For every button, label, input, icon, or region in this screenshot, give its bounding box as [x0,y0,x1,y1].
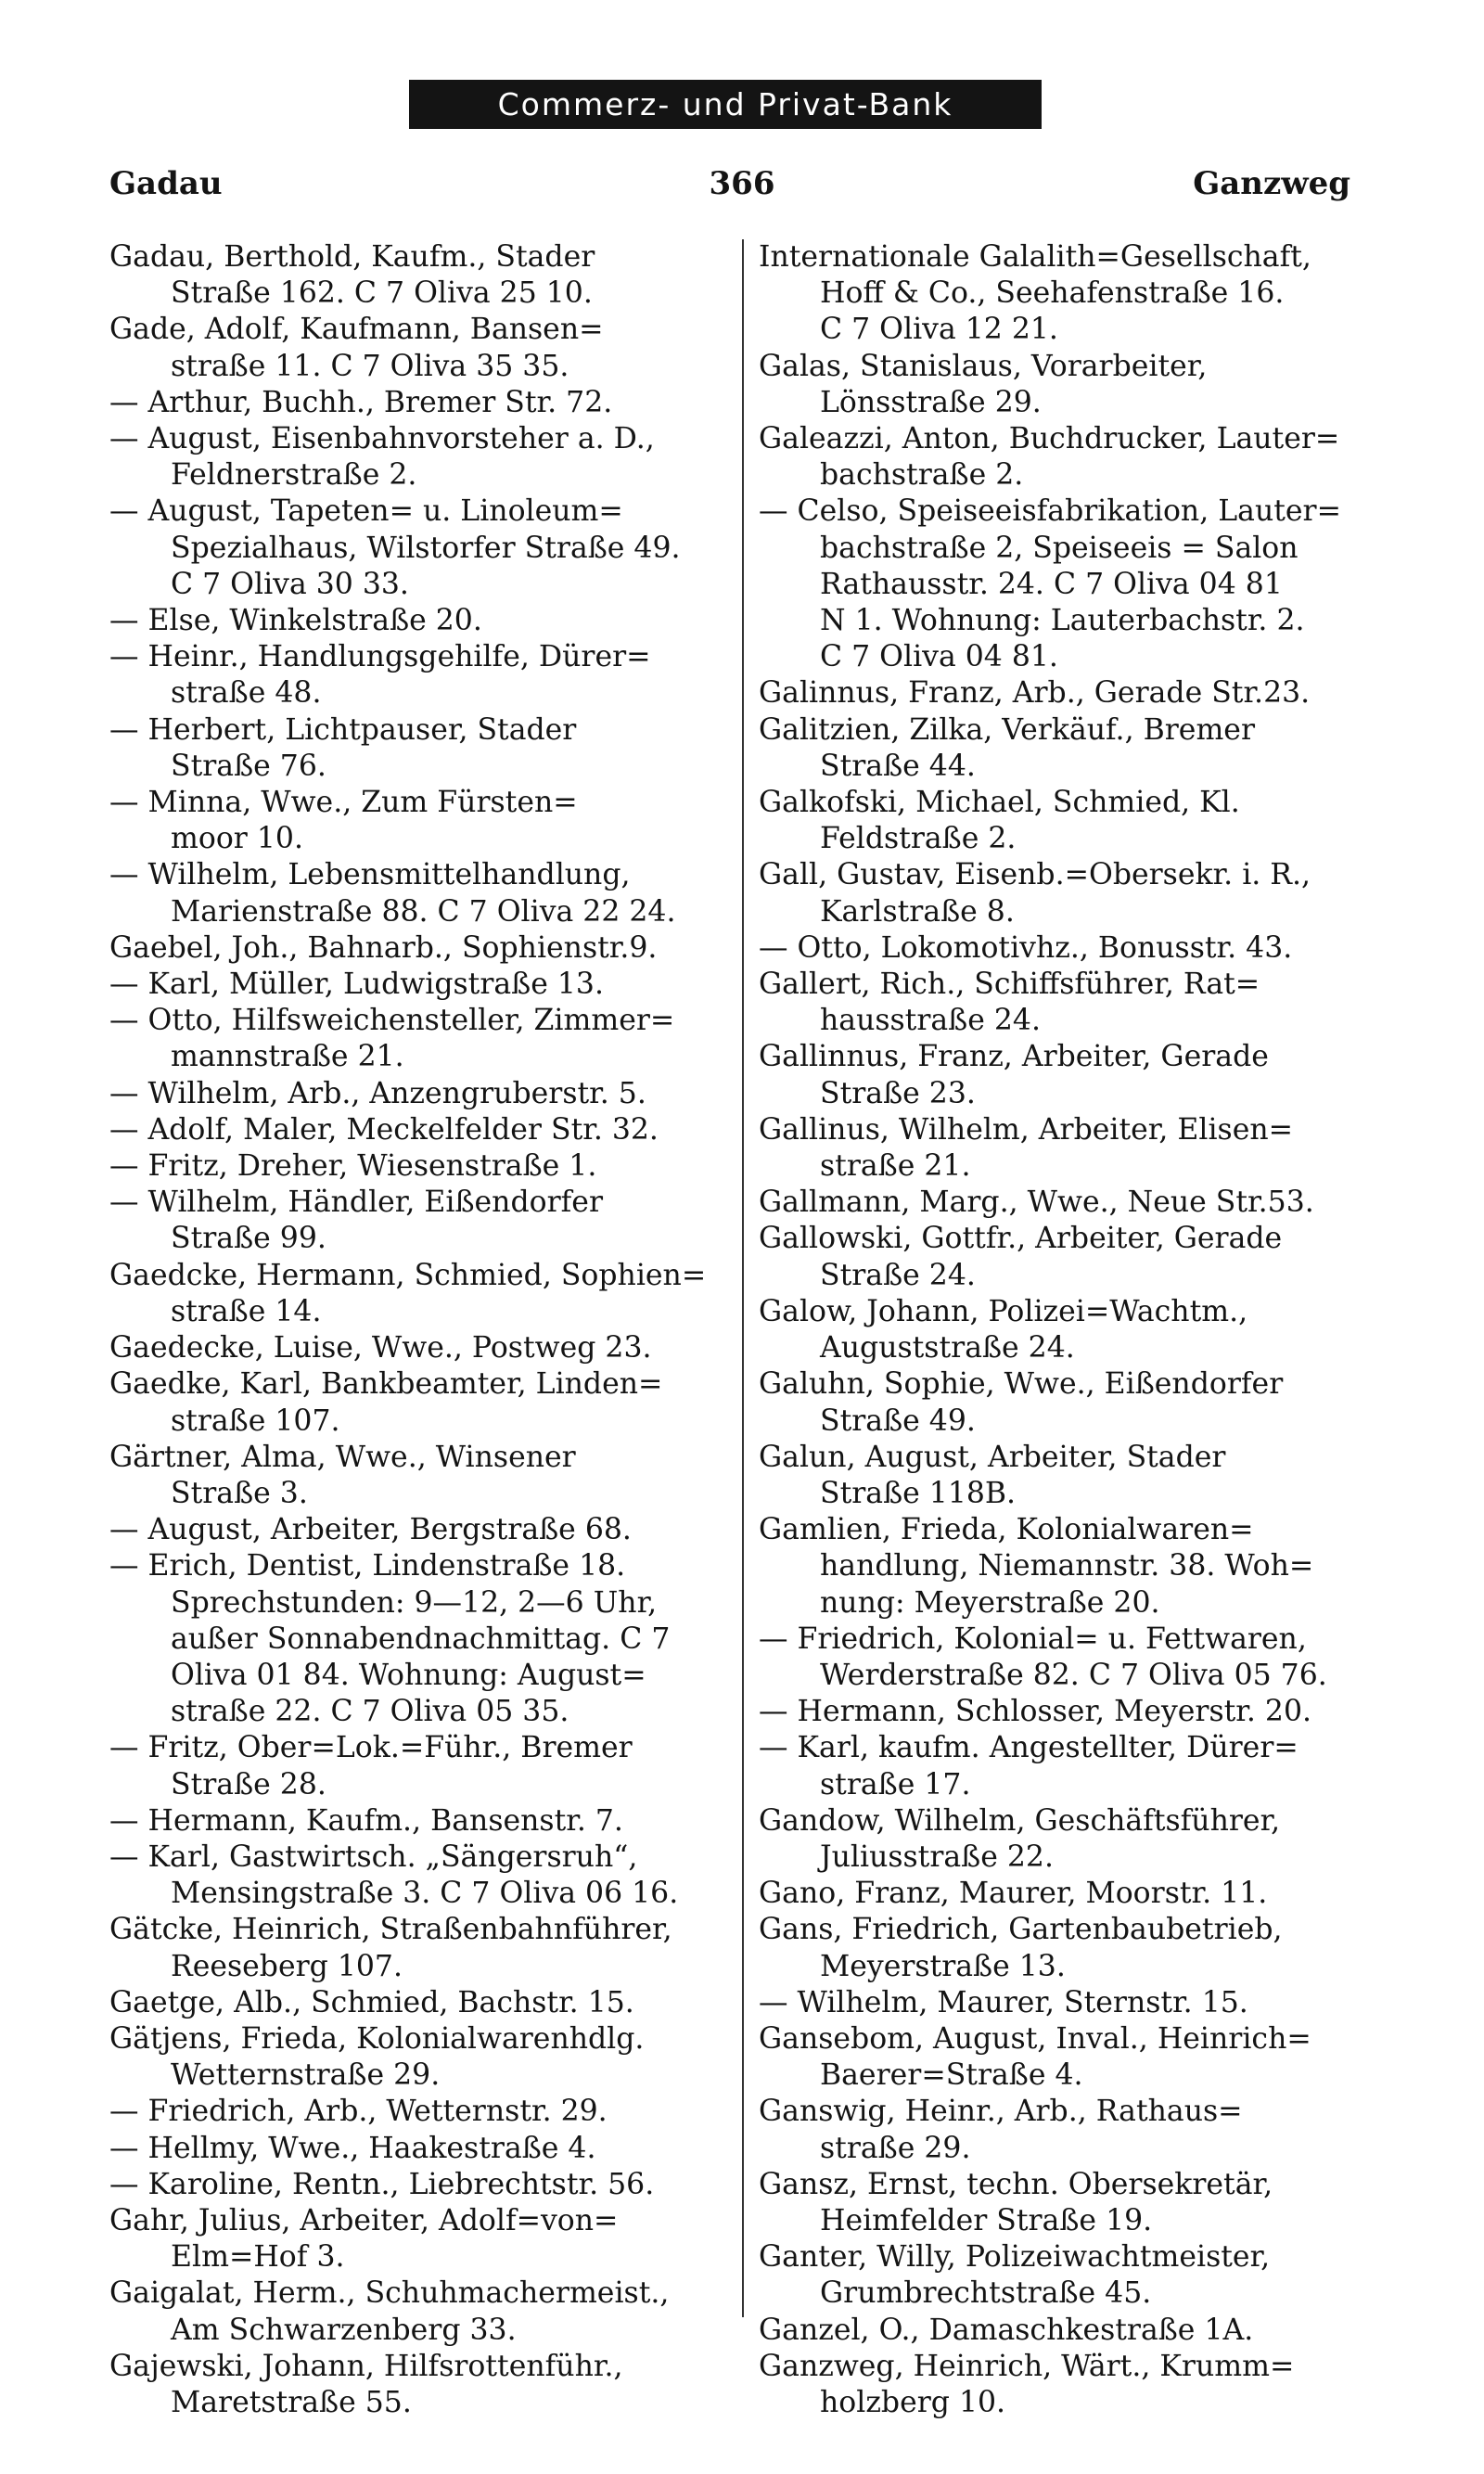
entry-line: — Wilhelm, Lebensmittelhandlung, [109,858,631,892]
entry-line: Gans, Friedrich, Gartenbaubetrieb, [759,1913,1283,1947]
entry-continuation-line: Karlstraße 8. [820,894,1015,929]
entry-continuation-line: straße 48. [171,676,322,711]
entry-continuation-line: bachstraße 2. [820,458,1024,493]
directory-entry [759,2239,1375,2312]
entry-continuation-line: Feldstraße 2. [820,822,1017,856]
directory-entry [109,1148,733,1185]
entry-continuation-line: Lönsstraße 29. [820,385,1042,419]
entry-line: — Wilhelm, Arb., Anzengruberstr. 5. [109,1076,646,1110]
directory-entry [109,857,733,929]
directory-entry [109,1076,733,1112]
entry-line: Gätcke, Heinrich, Straßenbahnführer, [109,1913,672,1947]
entry-line: Galas, Stanislaus, Vorarbeiter, [759,349,1208,383]
directory-entry [109,2167,733,2203]
entry-line: — Karl, Gastwirtsch. „Sängersruh“, [109,1839,638,1874]
entry-line: — Otto, Hilfsweichensteller, Zimmer= [109,1004,675,1038]
entry-line: Gall, Gustav, Eisenb.=Obersekr. i. R., [759,858,1311,892]
directory-entry [759,1185,1375,1221]
entry-continuation-line: Straße 76. [171,749,326,783]
directory-entry [109,1548,733,1730]
entry-continuation-line: hausstraße 24. [820,1004,1041,1038]
directory-entry [759,1730,1375,1802]
header-first-entry: Gadau [109,165,223,202]
entry-line: Gaedcke, Hermann, Schmied, Sophien= [109,1258,707,1292]
entry-line: — August, Tapeten= u. Linoleum= [109,494,623,529]
directory-entry [759,1876,1375,1912]
directory-entry [109,1330,733,1366]
entry-line: Internationale Galalith=Gesellschaft, [759,240,1311,274]
directory-entry [759,349,1375,421]
directory-entry [759,712,1375,785]
entry-line: Ganter, Willy, Polizeiwachtmeister, [759,2240,1271,2275]
entry-continuation-line: Straße 118B. [820,1476,1017,1510]
entry-continuation-line: handlung, Niemannstr. 38. Woh= [820,1549,1314,1583]
directory-entry [109,2094,733,2130]
entry-continuation-line: Spezialhaus, Wilstorfer Straße 49. [171,531,681,565]
entry-continuation-line: Juliusstraße 22. [820,1839,1054,1874]
entry-continuation-line: Auguststraße 24. [820,1331,1075,1365]
entry-continuation-line: straße 14. [171,1294,322,1328]
entry-continuation-line: Grumbrechtstraße 45. [820,2276,1152,2311]
directory-entry [759,421,1375,494]
entry-continuation-line: C 7 Oliva 30 33. [171,567,409,601]
entry-line: Gaedke, Karl, Bankbeamter, Linden= [109,1367,663,1402]
entry-continuation-line: bachstraße 2, Speiseeis = Salon [820,531,1298,565]
entry-continuation-line: Werderstraße 82. C 7 Oliva 05 76. [820,1658,1327,1692]
directory-entry [759,2167,1375,2239]
entry-line: Galuhn, Sophie, Wwe., Eißendorfer [759,1367,1284,1402]
entry-line: Ganswig, Heinr., Arb., Rathaus= [759,2095,1243,2129]
entry-line: Galeazzi, Anton, Buchdrucker, Lauter= [759,422,1340,456]
directory-entry [759,675,1375,711]
directory-entry [109,930,733,967]
directory-entry [759,1366,1375,1439]
directory-entry [109,967,733,1003]
directory-entry [109,421,733,494]
directory-entry [759,494,1375,675]
directory-entry [759,1221,1375,1293]
directory-entry [109,1112,733,1148]
entry-continuation-line: Baerer=Straße 4. [820,2058,1083,2093]
directory-entry [759,2349,1375,2421]
entry-continuation-line: nung: Meyerstraße 20. [820,1585,1160,1620]
directory-entry [109,1912,733,1984]
entry-line: Gallowski, Gottfr., Arbeiter, Gerade [759,1222,1283,1256]
entry-continuation-line: straße 11. C 7 Oliva 35 35. [171,349,569,383]
directory-entry [109,2349,733,2421]
bank-banner: Commerz- und Privat-Bank [409,80,1042,129]
directory-entry [759,1912,1375,1984]
entry-continuation-line: Straße 44. [820,749,976,783]
entry-continuation-line: straße 17. [820,1767,971,1801]
entry-continuation-line: Elm=Hof 3. [171,2240,345,2275]
entry-line: — August, Arbeiter, Bergstraße 68. [109,1513,632,1547]
entry-continuation-line: straße 21. [820,1149,971,1184]
entry-continuation-line: holzberg 10. [820,2385,1006,2419]
entry-line: — Arthur, Buchh., Bremer Str. 72. [109,385,613,419]
directory-entry [109,2021,733,2094]
directory-entry [759,239,1375,349]
directory-entry [109,1730,733,1802]
directory-entry [109,2203,733,2275]
entry-line: — August, Eisenbahnvorsteher a. D., [109,422,655,456]
entry-line: Gaebel, Joh., Bahnarb., Sophienstr.9. [109,930,658,965]
entry-line: — Karl, Müller, Ludwigstraße 13. [109,968,604,1002]
entry-line: — Hermann, Schlosser, Meyerstr. 20. [759,1695,1312,1729]
entry-line: Gansz, Ernst, techn. Obersekretär, [759,2167,1273,2201]
entry-continuation-line: Meyerstraße 13. [820,1949,1066,1983]
directory-entry [109,639,733,711]
entry-line: — Herbert, Lichtpauser, Stader [109,712,577,747]
entry-line: Gätjens, Frieda, Kolonialwarenhdlg. [109,2021,645,2056]
entry-line: Gaigalat, Herm., Schuhmachermeist., [109,2276,670,2311]
entry-continuation-line: Reeseberg 107. [171,1949,403,1983]
right-column [759,239,1375,2421]
entry-continuation-line: Straße 24. [820,1258,976,1292]
entry-continuation-line: Straße 49. [820,1404,976,1438]
entry-continuation-line: Mensingstraße 3. C 7 Oliva 06 16. [171,1877,679,1911]
directory-entry [109,1839,733,1912]
directory-entry [109,1185,733,1257]
entry-line: — Wilhelm, Händler, Eißendorfer [109,1186,604,1220]
directory-entry [109,2275,733,2348]
directory-entry [759,2021,1375,2094]
entry-continuation-line: Straße 23. [820,1076,976,1110]
entry-line: Gaedecke, Luise, Wwe., Postweg 23. [109,1331,652,1365]
entry-line: — Celso, Speiseeisfabrikation, Lauter= [759,494,1341,529]
directory-entry [759,857,1375,929]
entry-line: — Fritz, Dreher, Wiesenstraße 1. [109,1149,597,1184]
entry-line: Galkofski, Michael, Schmied, Kl. [759,786,1240,820]
directory-entry [759,1803,1375,1876]
entry-continuation-line: mannstraße 21. [171,1040,404,1074]
entry-continuation-line: moor 10. [171,822,303,856]
entry-line: Gallinus, Wilhelm, Arbeiter, Elisen= [759,1112,1294,1147]
entry-continuation-line: C 7 Oliva 12 21. [820,313,1058,347]
entry-line: — Fritz, Ober=Lok.=Führ., Bremer [109,1731,633,1765]
entry-line: — Heinr., Handlungsgehilfe, Dürer= [109,640,651,674]
column-divider [742,239,744,2317]
directory-entry [759,1440,1375,1512]
entry-continuation-line: N 1. Wohnung: Lauterbachstr. 2. [820,604,1305,638]
directory-entry [109,239,733,312]
directory-entry [109,1803,733,1839]
entry-line: — Wilhelm, Maurer, Sternstr. 15. [759,1985,1248,2019]
entry-line: Gaetge, Alb., Schmied, Bachstr. 15. [109,1985,634,2019]
entry-continuation-line: Heimfelder Straße 19. [820,2203,1153,2237]
header-last-entry: Ganzweg [1193,165,1350,202]
directory-entry [759,2313,1375,2349]
entry-line: Gallert, Rich., Schiffsführer, Rat= [759,968,1260,1002]
entry-line: Gandow, Wilhelm, Geschäftsführer, [759,1803,1281,1838]
directory-entry [109,712,733,785]
directory-entry [109,1512,733,1548]
directory-entry [759,1985,1375,2021]
entry-line: — Karl, kaufm. Angestellter, Dürer= [759,1731,1298,1765]
entry-continuation-line: Straße 3. [171,1476,308,1510]
entry-line: Gajewski, Johann, Hilfsrottenführ., [109,2349,623,2383]
entry-line: Gadau, Berthold, Kaufm., Stader [109,240,595,274]
directory-entry [759,930,1375,967]
entry-continuation-line: straße 29. [820,2131,971,2165]
entry-line: Galun, August, Arbeiter, Stader [759,1440,1226,1474]
entry-line: — Hellmy, Wwe., Haakestraße 4. [109,2131,596,2165]
entry-line: Gansebom, August, Inval., Heinrich= [759,2021,1311,2056]
entry-line: Gade, Adolf, Kaufmann, Bansen= [109,313,604,347]
entry-line: Gamlien, Frieda, Kolonialwaren= [759,1513,1254,1547]
entry-line: — Friedrich, Kolonial= u. Fettwaren, [759,1622,1307,1656]
page-number: 366 [709,165,775,202]
entry-continuation-line: Oliva 01 84. Wohnung: August= [171,1658,646,1692]
directory-entry [759,1694,1375,1730]
entry-line: Ganzel, O., Damaschkestraße 1A. [759,2313,1254,2347]
directory-entry [759,2094,1375,2166]
entry-continuation-line: straße 22. C 7 Oliva 05 35. [171,1695,569,1729]
entry-line: Gahr, Julius, Arbeiter, Adolf=von= [109,2203,619,2237]
directory-entry [759,785,1375,857]
directory-entry [109,385,733,421]
directory-entry [109,494,733,603]
directory-entry [759,967,1375,1039]
entry-line: — Else, Winkelstraße 20. [109,604,482,638]
entry-continuation-line: Straße 99. [171,1222,326,1256]
entry-continuation-line: Rathausstr. 24. C 7 Oliva 04 81 [820,567,1283,601]
entry-continuation-line: Am Schwarzenberg 33. [171,2313,517,2347]
directory-entry [759,1622,1375,1694]
entry-continuation-line: Wetternstraße 29. [171,2058,441,2093]
entry-line: Gallinnus, Franz, Arbeiter, Gerade [759,1040,1269,1074]
entry-line: — Karoline, Rentn., Liebrechtstr. 56. [109,2167,655,2201]
directory-entry [109,2131,733,2167]
entry-line: Gärtner, Alma, Wwe., Winsener [109,1440,576,1474]
entry-line: Gano, Franz, Maurer, Moorstr. 11. [759,1877,1268,1911]
entry-continuation-line: Straße 162. C 7 Oliva 25 10. [171,276,593,311]
directory-entry [109,1440,733,1512]
directory-entry [109,1366,733,1439]
directory-entry [109,603,733,639]
entry-continuation-line: Sprechstunden: 9—12, 2—6 Uhr, [171,1585,658,1620]
entry-line: Galitzien, Zilka, Verkäuf., Bremer [759,712,1256,747]
directory-entry [759,1112,1375,1185]
entry-line: — Otto, Lokomotivhz., Bonusstr. 43. [759,930,1293,965]
entry-line: Ganzweg, Heinrich, Wärt., Krumm= [759,2349,1295,2383]
directory-entry [109,312,733,384]
directory-entry [759,1512,1375,1622]
entry-line: — Friedrich, Arb., Wetternstr. 29. [109,2095,608,2129]
directory-entry [759,1294,1375,1366]
entry-continuation-line: Hoff & Co., Seehafenstraße 16. [820,276,1285,311]
entry-continuation-line: straße 107. [171,1404,340,1438]
entry-continuation-line: Maretstraße 55. [171,2385,412,2419]
entry-continuation-line: außer Sonnabendnachmittag. C 7 [171,1622,671,1656]
directory-entry [759,1039,1375,1111]
entry-line: — Adolf, Maler, Meckelfelder Str. 32. [109,1112,659,1147]
entry-line: Galow, Johann, Polizei=Wachtm., [759,1294,1248,1328]
directory-entry [109,785,733,857]
entry-line: Gallmann, Marg., Wwe., Neue Str.53. [759,1186,1314,1220]
entry-line: — Hermann, Kaufm., Bansenstr. 7. [109,1803,623,1838]
directory-entry [109,1258,733,1330]
entry-continuation-line: Feldnerstraße 2. [171,458,417,493]
entry-continuation-line: C 7 Oliva 04 81. [820,640,1058,674]
entry-line: Galinnus, Franz, Arb., Gerade Str.23. [759,676,1311,711]
left-column [109,239,733,2421]
entry-line: — Minna, Wwe., Zum Fürsten= [109,786,578,820]
directory-entry [109,1003,733,1075]
entry-line: — Erich, Dentist, Lindenstraße 18. [109,1549,626,1583]
entry-continuation-line: Straße 28. [171,1767,326,1801]
entry-continuation-line: Marienstraße 88. C 7 Oliva 22 24. [171,894,676,929]
directory-entry [109,1985,733,2021]
